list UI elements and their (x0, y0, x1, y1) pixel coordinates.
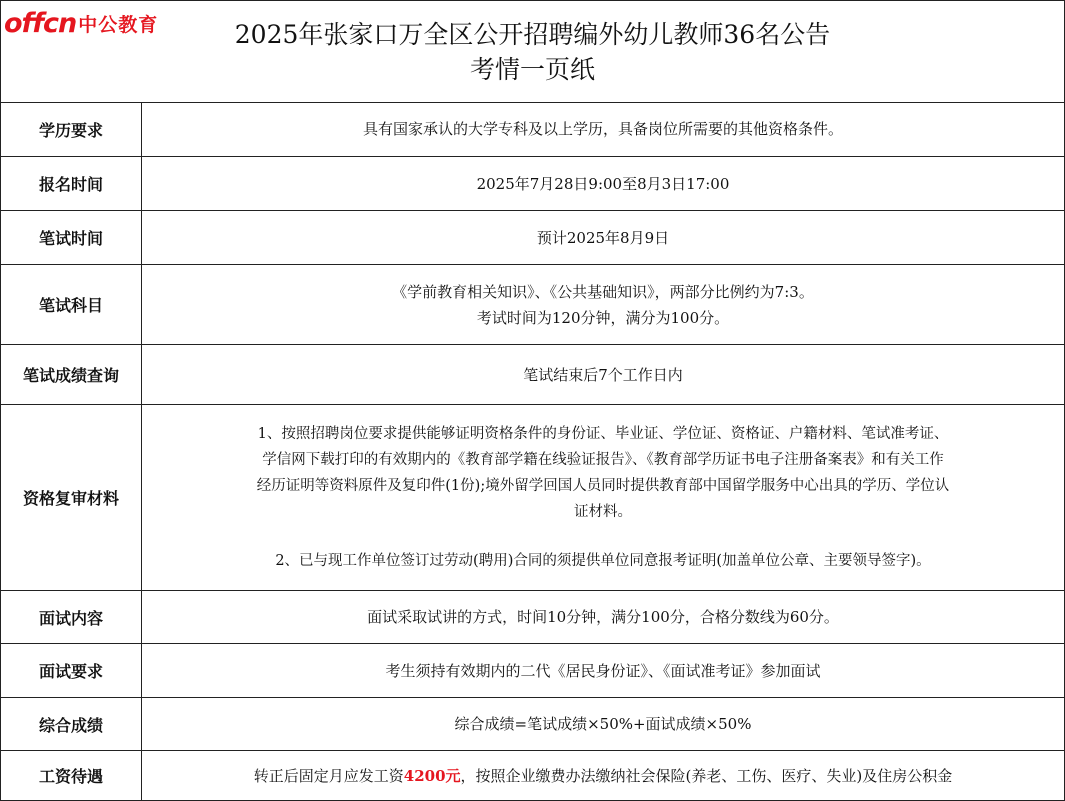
row-content: 2025年7月28日9:00至8月3日17:00 (476, 174, 730, 193)
row-content: 具有国家承认的大学专科及以上学历，具备岗位所需要的其他资格条件。 (362, 120, 843, 138)
row-label: 报名时间 (1, 157, 142, 210)
row-exam-time (1, 211, 1064, 265)
row-label: 学历要求 (1, 102, 142, 156)
salary-amount: 4200元 (403, 766, 461, 785)
row-content: 《学前教育相关知识》、《公共基础知识》，两部分比例约为7:3。 考试时间为120分钟，满分为100分。 (392, 282, 814, 327)
row-review-materials (1, 405, 1064, 591)
page-title (1, 17, 1064, 87)
row-composite-score (1, 698, 1064, 751)
row-label: 笔试成绩查询 (1, 345, 142, 404)
row-content: 综合成绩=笔试成绩×50%+面试成绩×50% (454, 715, 752, 733)
title-line-1: 2025年张家口万全区公开招聘编外幼儿教师36名公告 (234, 20, 831, 49)
row-label: 工资待遇 (1, 751, 142, 800)
logo-text: 中公教育 (78, 13, 159, 36)
row-registration-time (1, 157, 1064, 211)
header (1, 1, 1064, 103)
row-label: 笔试时间 (1, 211, 142, 264)
row-education (1, 102, 1064, 157)
row-score-query (1, 345, 1064, 405)
logo-mark: offcn (4, 7, 77, 39)
title-line-2: 考情一页纸 (469, 55, 595, 84)
row-salary (1, 751, 1064, 800)
row-content: 转正后固定月应发工资4200元，按照企业缴费办法缴纳社会保险(养老、工伤、医疗、失业)及住房公积金 (253, 766, 953, 785)
row-interview-content (1, 591, 1064, 644)
row-label: 面试要求 (1, 644, 142, 697)
row-content: 预计2025年8月9日 (536, 228, 670, 247)
row-content: 面试采取试讲的方式，时间10分钟，满分100分，合格分数线为60分。 (367, 608, 839, 626)
row-exam-subjects (1, 265, 1064, 345)
row-content: 笔试结束后7个工作日内 (523, 365, 683, 384)
row-label: 资格复审材料 (1, 405, 142, 590)
row-interview-requirements (1, 644, 1064, 698)
row-label: 综合成绩 (1, 698, 142, 750)
row-label: 笔试科目 (1, 265, 142, 344)
row-content: 1、按照招聘岗位要求提供能够证明资格条件的身份证、毕业证、学位证、资格证、户籍材料、笔试准考证、 学信网下载打印的有效期内的《教育部学籍在线验证报告》、《教育部学历证书电子注册备案表》和有关工作 经历证明等资料原件及复印件(1份);境外留学回国人员同时提供教育部中国留学服务中心出具的学历、学位认 证材料。 2、已与现工作单位签订过劳动(聘用)合同的须提供单位同意报考证明(加盖单位公章、主要领导签字)。 (256, 426, 950, 569)
row-content: 考生须持有效期内的二代《居民身份证》、《面试准考证》参加面试 (385, 661, 821, 680)
row-label: 面试内容 (1, 591, 142, 643)
